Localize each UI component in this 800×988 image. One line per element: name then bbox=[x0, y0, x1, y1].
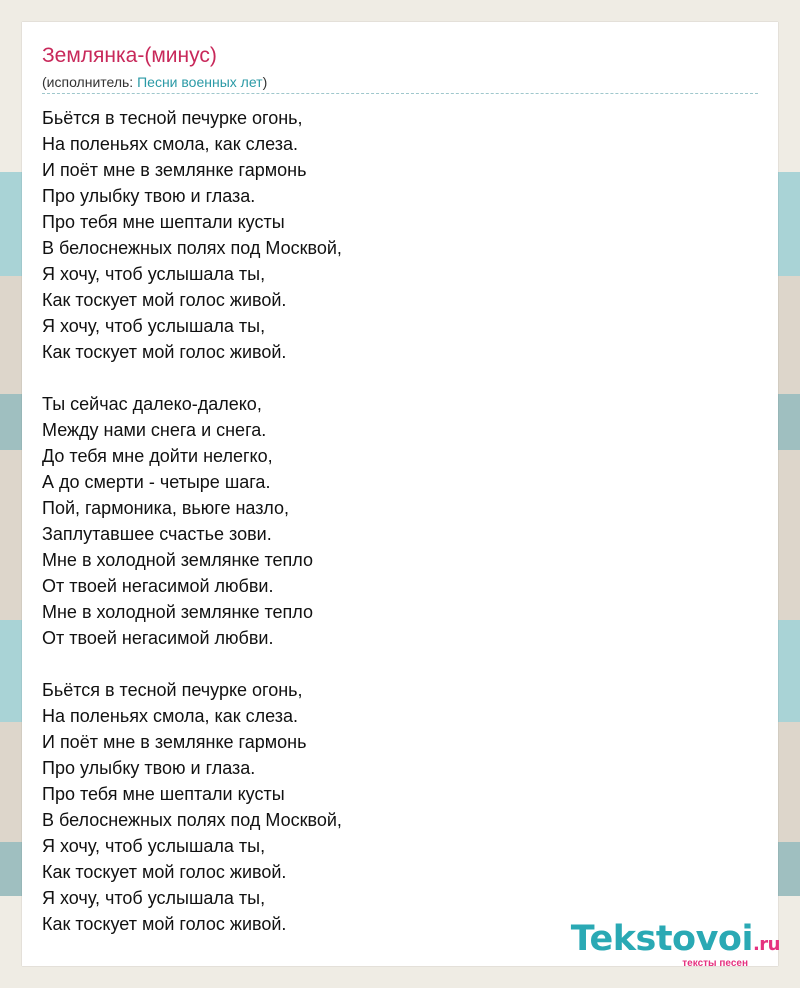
artist-suffix: ) bbox=[262, 74, 268, 90]
lyric-line: Как тоскует мой голос живой. bbox=[42, 914, 287, 934]
artist-link[interactable]: Песни военных лет bbox=[137, 74, 263, 90]
lyric-line: Про улыбку твою и глаза. bbox=[42, 186, 256, 206]
lyric-line: Как тоскует мой голос живой. bbox=[42, 342, 287, 362]
artist-line bbox=[42, 74, 267, 90]
lyric-line: Я хочу, чтоб услышала ты, bbox=[42, 836, 266, 856]
logo-tld: .ru bbox=[752, 934, 780, 955]
lyric-line: Я хочу, чтоб услышала ты, bbox=[42, 316, 266, 336]
lyric-line: Как тоскует мой голос живой. bbox=[42, 862, 287, 882]
lyric-line: А до смерти - четыре шага. bbox=[42, 472, 271, 492]
lyric-line: Как тоскует мой голос живой. bbox=[42, 290, 287, 310]
lyric-line: Бьётся в тесной печурке огонь, bbox=[42, 108, 303, 128]
lyric-line: В белоснежных полях под Москвой, bbox=[42, 238, 342, 258]
lyric-line: На поленьях смола, как слеза. bbox=[42, 134, 298, 154]
song-title: Землянка-(минус) bbox=[42, 44, 217, 67]
lyric-line: От твоей негасимой любви. bbox=[42, 628, 274, 648]
lyric-line: И поёт мне в землянке гармонь bbox=[42, 732, 307, 752]
logo-tagline: тексты песен bbox=[682, 958, 748, 969]
stanza-break bbox=[42, 365, 342, 391]
lyrics-card bbox=[22, 22, 780, 969]
lyric-line: Заплутавшее счастье зови. bbox=[42, 524, 272, 544]
lyric-line: Мне в холодной землянке тепло bbox=[42, 550, 313, 570]
lyric-line: Про тебя мне шептали кусты bbox=[42, 784, 285, 804]
lyric-line: Про улыбку твою и глаза. bbox=[42, 758, 256, 778]
lyric-line: Мне в холодной землянке тепло bbox=[42, 602, 313, 622]
artist-prefix: (исполнитель: bbox=[42, 74, 138, 90]
lyric-line: На поленьях смола, как слеза. bbox=[42, 706, 298, 726]
lyric-line: До тебя мне дойти нелегко, bbox=[42, 446, 273, 466]
lyric-line: Ты сейчас далеко-далеко, bbox=[42, 394, 262, 414]
site-logo[interactable] bbox=[570, 920, 780, 969]
header-divider bbox=[42, 93, 758, 94]
lyric-line: Пой, гармоника, вьюге назло, bbox=[42, 498, 289, 518]
lyric-line: Между нами снега и снега. bbox=[42, 420, 267, 440]
lyrics-text bbox=[42, 105, 342, 937]
lyric-line: Про тебя мне шептали кусты bbox=[42, 212, 285, 232]
lyric-line: В белоснежных полях под Москвой, bbox=[42, 810, 342, 830]
logo-name: Tekstovoi bbox=[570, 919, 753, 959]
lyric-line: От твоей негасимой любви. bbox=[42, 576, 274, 596]
lyric-line: И поёт мне в землянке гармонь bbox=[42, 160, 307, 180]
lyric-line: Я хочу, чтоб услышала ты, bbox=[42, 888, 266, 908]
stanza-break bbox=[42, 651, 342, 677]
lyric-line: Бьётся в тесной печурке огонь, bbox=[42, 680, 303, 700]
lyric-line: Я хочу, чтоб услышала ты, bbox=[42, 264, 266, 284]
